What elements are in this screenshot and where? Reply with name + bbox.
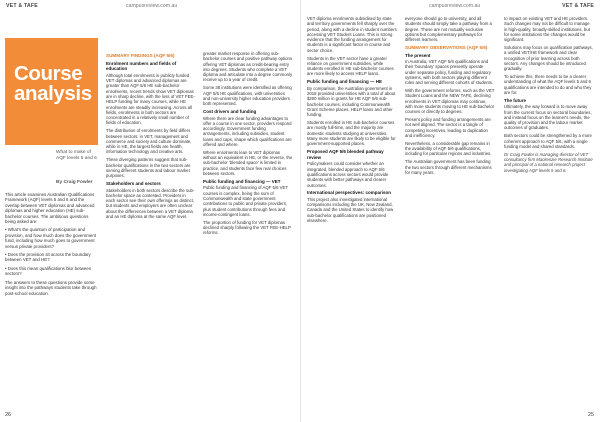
intro-paragraph: • Does this mean qualifications blur between sectors? <box>5 265 92 277</box>
body-paragraph: The distribution of enrolments by field differs between sectors: in VET, management and commerce and society and culture dominate, while in HE, the largest fields are health, information technology and creative arts. <box>106 128 192 155</box>
body-paragraph: Where there are clear funding advantages to offer a course in one sector, providers respond accordingly. Government funding arrangements, including subsidies, student loans and caps, shape which qualifications are offered and where. <box>203 115 292 148</box>
body-paragraph: Both sectors could be strengthened by a more coherent approach to AQF 5/6, with a single funding model and shared standards. <box>504 133 592 149</box>
intro-paragraph: The answers to these questions provide some insight into the pathways students take through post-school education. <box>5 279 97 296</box>
right-page <box>300 0 600 422</box>
article-title <box>14 64 92 104</box>
subheading: SUMMARY FINDINGS (AQF 5/6) <box>106 53 175 58</box>
section-label: VET & TAFE <box>6 3 38 9</box>
subheading: Stakeholders and sectors <box>106 180 161 186</box>
page-number: 25 <box>587 412 594 418</box>
column-1 <box>307 16 397 411</box>
site-url: campusreview.com.au <box>429 3 481 9</box>
byline: By Craig Fowler <box>56 180 93 185</box>
intro-text <box>5 192 98 299</box>
body-paragraph: Students enrolled in HE sub-bachelor courses are mostly full-time, and the majority are domestic students studying at universities. Many more students are likely to be eligible for government-supported places. <box>307 120 396 147</box>
intro-paragraph: • What’s the quantum of participation and provision, and how much does the government fund, including how much goes to government versus private providers? <box>5 227 97 249</box>
subheading: Public funding and financing — HE <box>307 79 382 85</box>
subheading: Enrolment numbers and fields of education <box>106 60 177 72</box>
body-paragraph: VET diploma enrolments subsidised by state and territory governments fell sharply over the period, along with a decline in student numbers accessing VET Student Loans. This is strong evidence that the funding arrangement for students is a significant factor in course and sector choice. <box>307 16 397 53</box>
body-paragraph: Present policy and funding arrangements are not well aligned. The sector is a tangle of competing incentives, leading to duplication and inefficiency. <box>405 117 491 139</box>
body-paragraph: In Australia, VET AQF 5/6 qualifications and their 'boundary' spaces presently operate under separate policy, funding and regulatory systems, with both sectors playing different roles and serving different cohorts of students. <box>405 59 494 86</box>
body-paragraph: With the government reforms, such as the VET Student Loans and the NEW TAFE, declining enrolments in VET diplomas may continue, with more students moving to HE sub-bachelor courses or directly to degrees. <box>405 88 495 115</box>
column-3 <box>504 16 594 411</box>
title-line-1: Course <box>14 62 83 85</box>
subheading: SUMMARY OBSERVATIONS (AQF 5/6) <box>405 44 488 50</box>
subheading: Public funding and financing — VET <box>203 178 281 184</box>
body-paragraph: Policymakers could consider whether an integrated, blended approach to AQF 5/6 qualifications across sectors would provide students with better pathways and clearer outcomes. <box>307 161 389 188</box>
body-paragraph: By comparison, the Australian government in 2018 provided universities with a total of about $200 million in grants for HE AQF 5/6 sub-bachelor courses, including Commonwealth Grant Scheme places, HELP loans and other funding. <box>307 85 396 118</box>
subheading: The future <box>504 97 526 103</box>
subheading: International perspectives: comparison <box>307 190 392 196</box>
body-paragraph: Although total enrolments in publicly funded VET diplomas and advanced diplomas are greater than AQF 5/6 HE sub-bachelor enrolments, recent trends show VET diplomas are in sharp decline, with the loss of VET FEE-HELP funding for many courses, while HE enrolments are steadily increasing. Across all fields, enrolments in both sectors are concentrated in a relatively small number of fields of education. <box>106 72 195 126</box>
title-block <box>5 38 98 145</box>
body-paragraph: Where enrolments lean to VET diplomas without an equivalent in HE, or the reverse, the sub-bachelor 'blended space' is limited in practice, and students face few real choices between sectors. <box>203 149 293 177</box>
body-paragraph: greater market response in offering sub-bachelor courses and positive pathway options offering VET diplomas as credit-bearing entry into degrees. Students who complete a VET diploma and articulate into a degree commonly receive up to a year of credit. <box>203 51 293 83</box>
body-paragraph: The Australian government has been funding the two sectors through different mechanisms for many years. <box>405 159 492 175</box>
site-url: campusreview.com.au <box>126 3 178 9</box>
column-2 <box>106 51 196 411</box>
body-paragraph: Nevertheless, a considerable gap remains in the availability of AQF 5/6 qualifications, including for particular regions and industries. <box>405 140 492 157</box>
subheading: Cost drivers and funding <box>203 108 257 114</box>
subheading: Proposed AQF 5/6 blended pathway review <box>307 149 384 160</box>
standfirst: What to make of AQF levels 5 and 6 <box>56 150 97 161</box>
body-paragraph: Public funding and financing of AQF 5/6 VET courses is complex, being the sum of Commonwealth and state government contributions to public and private providers, plus student contributions through fees and income-contingent loans. <box>203 185 288 217</box>
subheading: The present <box>405 52 431 58</box>
body-paragraph: Solutions may focus on qualification pathways, a unified VET/HE framework and clear recognition of prior learning across both sectors. Any changes should be introduced gradually. <box>504 44 593 72</box>
column-2 <box>405 16 495 411</box>
body-paragraph: Some 38 institutions were identified as offering AQF 5/6 HE qualifications, with universities and non-university higher education providers both represented. <box>203 85 292 107</box>
body-paragraph: These diverging patterns suggest that sub-bachelor qualifications in the two sectors are serving different students and labour market purposes. <box>106 157 191 179</box>
body-paragraph: This project also investigated international comparisons including the UK, New Zealand, Canada and the United States to identify how sub-bachelor qualifications are positioned elsewhere. <box>307 196 394 224</box>
body-paragraph: to impact on existing VET and HE providers. Such changes may not be difficult to manage in high-quality, broadly-skilled institutions, but for some institutions the changes would be significant. <box>504 16 590 43</box>
intro-paragraph: • Does the provision sit across the boundary between VET and HE? <box>5 252 91 263</box>
section-label: VET & TAFE <box>562 3 594 9</box>
body-paragraph: everyone should go to university, and all students should simply take a pathway from a degree. These are not mutually exclusive options but complementary pathways for different learners. <box>405 16 492 43</box>
page-number: 26 <box>5 412 12 418</box>
intro-paragraph: This article examines Australian Qualifications Framework (AQF) levels 5 and 6 and the overlap between VET diplomas and advanced diplomas and higher education (HE) sub-bachelor courses. The ambitious questions being asked are: <box>5 192 95 225</box>
column-3 <box>203 51 293 411</box>
title-line-2: analysis <box>14 82 92 105</box>
body-paragraph: The proportion of funding for VET diplomas declined sharply following the VET FEE-HELP reforms. <box>203 219 291 236</box>
author-bio: Dr Craig Fowler is managing director of VET consultancy firm Mackenzie Research Institute and principal of a national research project investigating AQF levels 5 and 6. <box>504 151 593 173</box>
body-paragraph: Ultimately, the way forward is to move away from the current focus on sectoral boundaries, and instead focus on the learner's needs, the quality of provision and the labour market outcomes of graduates. <box>504 104 592 131</box>
body-paragraph: To achieve this, there needs to be a clearer understanding of what the AQF levels 5 and 6 qualifications are intended to do and who they are for. <box>504 73 592 95</box>
body-paragraph: Stakeholders in both sectors describe the sub-bachelor space as contested. Providers in each sector see their own offerings as distinct, but students and employers are often unclear about the differences between a VET diploma and an HE diploma at the same AQF level. <box>106 187 195 219</box>
body-paragraph: Students in the VET sector have a greater reliance on government subsidies, while students enrolled in HE sub-bachelor courses are more likely to access HELP loans. <box>307 55 394 77</box>
